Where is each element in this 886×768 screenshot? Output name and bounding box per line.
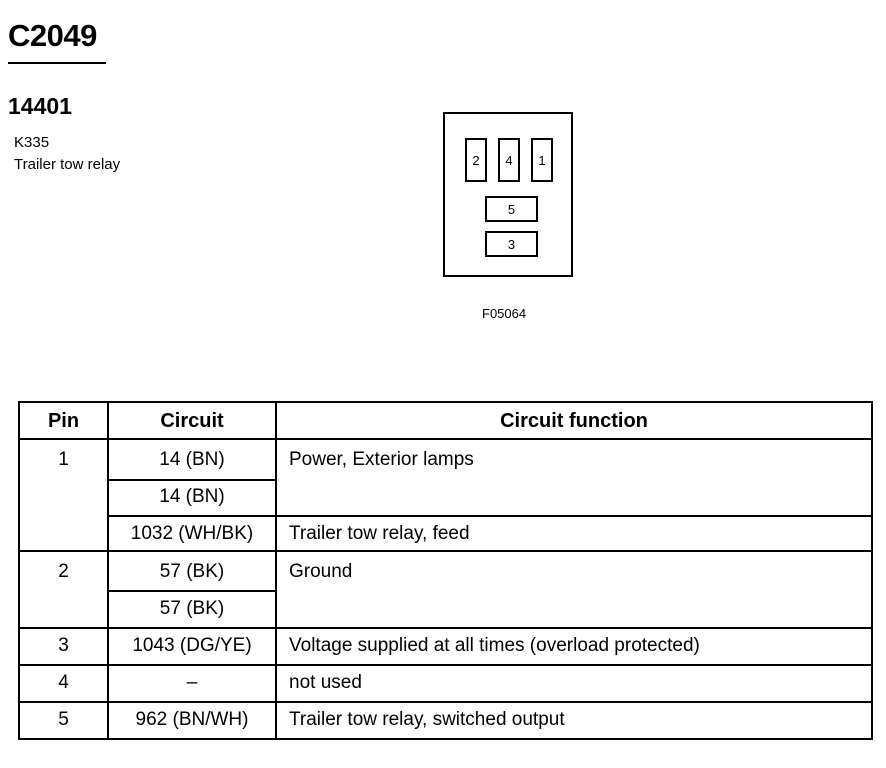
- cell-circuit: 14 (BN): [159, 449, 225, 470]
- figure-code: F05064: [482, 306, 527, 321]
- cell-function: Voltage supplied at all times (overload protected): [289, 635, 700, 656]
- row-divider: [20, 664, 871, 666]
- cell-circuit: 962 (BN/WH): [135, 709, 249, 730]
- component-name: Trailer tow relay: [14, 156, 121, 173]
- cell-circuit: 14 (BN): [159, 486, 225, 507]
- row-divider: [20, 701, 871, 703]
- cell-circuit: 57 (BK): [159, 598, 225, 619]
- pin-slot-5: 5: [485, 196, 538, 222]
- component-id: K335: [14, 134, 50, 151]
- row-divider: [20, 550, 871, 552]
- cell-function: Power, Exterior lamps: [289, 449, 474, 470]
- cell-circuit: 1032 (WH/BK): [130, 523, 254, 544]
- cell-pin: 2: [58, 561, 69, 582]
- pin-slot-4: 4: [498, 138, 520, 182]
- cell-pin: 4: [58, 672, 69, 693]
- connector-title: C2049: [8, 18, 97, 53]
- row-divider: [107, 479, 277, 481]
- cell-pin: 3: [58, 635, 69, 656]
- part-number: 14401: [8, 93, 72, 119]
- pin-slot-3: 3: [485, 231, 538, 257]
- pin-table: [18, 401, 873, 740]
- cell-pin: 1: [58, 449, 69, 470]
- cell-pin: 5: [58, 709, 69, 730]
- header-divider: [20, 438, 871, 440]
- pin-slot-2: 2: [465, 138, 487, 182]
- cell-circuit: 1043 (DG/YE): [132, 635, 252, 656]
- pin-slot-1: 1: [531, 138, 553, 182]
- row-divider: [20, 627, 871, 629]
- header-circuit-function: Circuit function: [500, 410, 648, 432]
- connector-face-diagram: [443, 112, 573, 277]
- cell-function: Trailer tow relay, feed: [289, 523, 470, 544]
- row-divider: [107, 590, 277, 592]
- row-divider: [107, 515, 871, 517]
- cell-function: Ground: [289, 561, 353, 582]
- cell-function: Trailer tow relay, switched output: [289, 709, 565, 730]
- cell-function: not used: [289, 672, 362, 693]
- header-circuit: Circuit: [160, 410, 224, 432]
- column-divider: [275, 403, 277, 738]
- header-pin: Pin: [47, 410, 80, 432]
- cell-circuit: –: [186, 672, 198, 693]
- cell-circuit: 57 (BK): [159, 561, 225, 582]
- title-underline: [8, 62, 106, 64]
